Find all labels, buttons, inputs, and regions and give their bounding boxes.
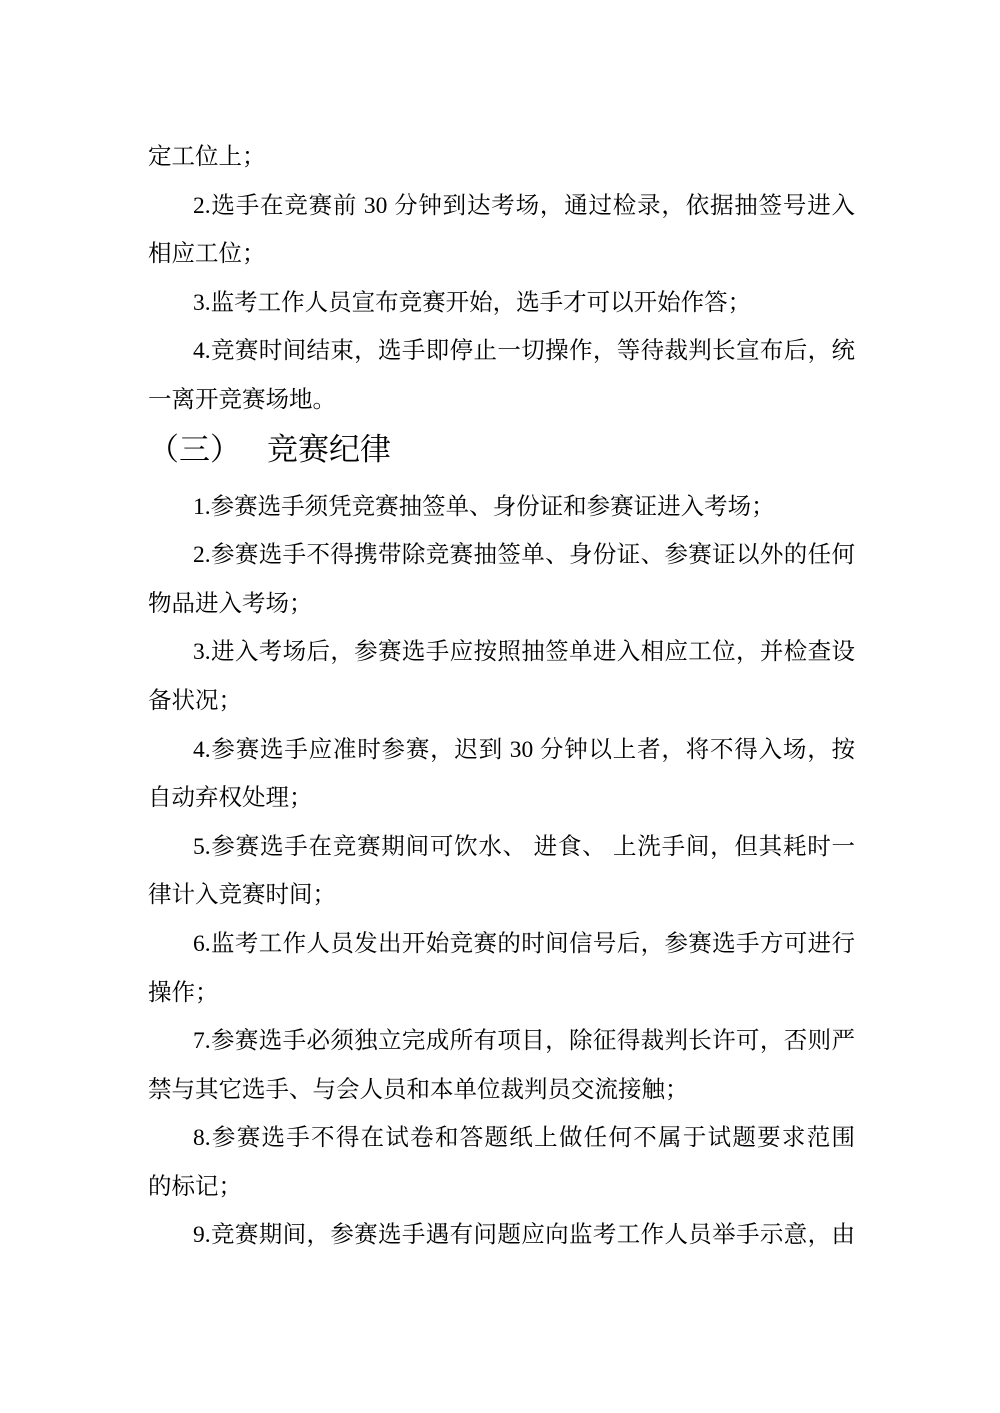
text-line: 9.竞赛期间，参赛选手遇有问题应向监考工作人员举手示意，由 bbox=[193, 1222, 855, 1249]
section-number: （三） bbox=[148, 431, 241, 467]
text-line: 5.参赛选手在竞赛期间可饮水、 进食、 上洗手间，但其耗时一 bbox=[193, 833, 855, 860]
text-line: 4.参赛选手应准时参赛，迟到 30 分钟以上者，将不得入场，按 bbox=[193, 736, 855, 763]
text-line: 律计入竞赛时间； bbox=[148, 882, 336, 909]
text-line: 一离开竞赛场地。 bbox=[148, 386, 336, 413]
text-line: 禁与其它选手、与会人员和本单位裁判员交流接触； bbox=[148, 1076, 689, 1103]
text-line: 4.竞赛时间结束，选手即停止一切操作，等待裁判长宣布后，统 bbox=[193, 338, 855, 365]
text-line: 定工位上； bbox=[148, 144, 266, 170]
text-line: 自动弃权处理； bbox=[148, 785, 313, 812]
document-content bbox=[148, 133, 855, 1260]
text-line: 2.选手在竞赛前 30 分钟到达考场，通过检录，依据抽签号进入 bbox=[193, 192, 855, 219]
section-heading bbox=[148, 425, 855, 475]
text-line: 备状况； bbox=[148, 687, 242, 714]
text-line: 1.参赛选手须凭竞赛抽签单、身份证和参赛证进入考场； bbox=[193, 493, 775, 520]
text-line: 相应工位； bbox=[148, 241, 266, 268]
text-line: 操作； bbox=[148, 979, 219, 1006]
text-line: 8.参赛选手不得在试卷和答题纸上做任何不属于试题要求范围 bbox=[193, 1125, 855, 1152]
text-line: 3.监考工作人员宣布竞赛开始，选手才可以开始作答； bbox=[193, 289, 752, 316]
text-line: 6.监考工作人员发出开始竞赛的时间信号后，参赛选手方可进行 bbox=[193, 930, 855, 957]
text-line: 物品进入考场； bbox=[148, 590, 313, 617]
text-line: 的标记； bbox=[148, 1173, 242, 1200]
text-line: 3.进入考场后，参赛选手应按照抽签单进入相应工位，并检查设 bbox=[193, 639, 855, 666]
text-line: 7.参赛选手必须独立完成所有项目，除征得裁判长许可，否则严 bbox=[193, 1028, 855, 1055]
text-line: 2.参赛选手不得携带除竞赛抽签单、身份证、参赛证以外的任何 bbox=[193, 542, 855, 569]
section-title: 竞赛纪律 bbox=[267, 431, 391, 467]
